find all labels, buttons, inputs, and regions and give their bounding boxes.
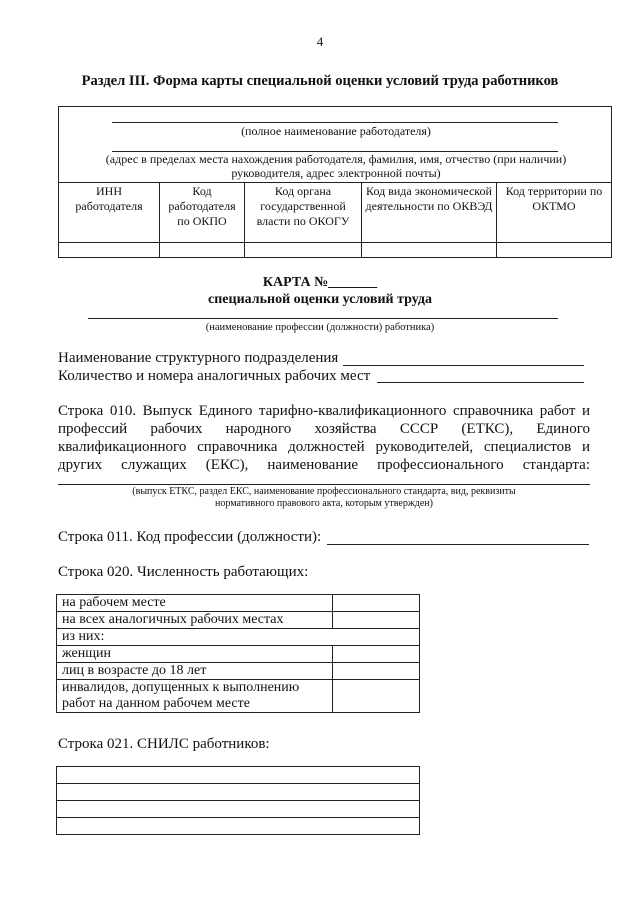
employer-address-caption-2: руководителя, адрес электронной почты)	[231, 166, 441, 180]
row020-label-workplace: на рабочем месте	[57, 595, 333, 612]
code-header-okogu: Код органа государственной власти по ОКОГУ	[245, 183, 362, 243]
row020-value-women[interactable]	[333, 646, 420, 663]
row010-line1: Строка 010. Выпуск Единого тарифно-квалификационного справочника работ и	[58, 403, 590, 419]
code-cell-okogu[interactable]	[245, 243, 362, 258]
page-number: 4	[316, 34, 324, 49]
row020-label-of-them: из них:	[57, 629, 420, 646]
snils-row[interactable]	[57, 801, 420, 818]
row020-value-under18[interactable]	[333, 663, 420, 680]
row021-title: Строка 021. СНИЛС работников:	[58, 736, 270, 752]
row020-value-all-analog[interactable]	[333, 612, 420, 629]
row020-value-workplace[interactable]	[333, 595, 420, 612]
section-title: Раздел III. Форма карты специальной оценки условий труда работников	[81, 73, 559, 89]
employer-name-caption: (полное наименование работодателя)	[241, 124, 431, 138]
code-header-okved: Код вида экономической деятельности по ОКВЭД	[362, 183, 497, 243]
row020-label-women: женщин	[57, 646, 333, 663]
row010-line4: других служащих (ЕКС), наименование профессионального стандарта:	[58, 457, 590, 473]
snils-row[interactable]	[57, 818, 420, 835]
row020-title: Строка 020. Численность работающих:	[58, 564, 309, 580]
code-header-okpo: Код работодателя по ОКПО	[160, 183, 245, 243]
row010-line2: профессий рабочих народного хозяйства СССР (ЕТКС), Единого	[58, 421, 590, 437]
code-cell-okved[interactable]	[362, 243, 497, 258]
code-header-oktmo: Код территории по ОКТМО	[497, 183, 612, 243]
employer-name-line[interactable]	[112, 122, 558, 123]
analog-places-label: Количество и номера аналогичных рабочих мест	[58, 368, 371, 384]
row020-label-all-analog: на всех аналогичных рабочих местах	[57, 612, 333, 629]
row010-caption-1: (выпуск ЕТКС, раздел ЕКС, наименование профессионального стандарта, вид, реквизиты	[132, 486, 516, 497]
row020-table	[56, 594, 420, 713]
code-cell-oktmo[interactable]	[497, 243, 612, 258]
row010-field[interactable]	[58, 484, 590, 485]
code-cell-okpo[interactable]	[160, 243, 245, 258]
row020-label-disabled-1: инвалидов, допущенных к выполнению	[62, 680, 300, 695]
row011-field[interactable]	[327, 544, 589, 545]
card-title: КАРТА №_______	[262, 275, 378, 290]
employer-address-caption-1: (адрес в пределах места нахождения работодателя, фамилия, имя, отчество (при наличии)	[105, 152, 567, 166]
row020-label-disabled-2: работ на данном рабочем месте	[62, 696, 250, 711]
snils-table	[56, 766, 420, 835]
employer-box	[58, 106, 612, 258]
row010-line3: квалификационного справочника должностей руководителей, специалистов и	[58, 439, 590, 455]
snils-row[interactable]	[57, 767, 420, 784]
row011-label: Строка 011. Код профессии (должности):	[58, 529, 322, 545]
row020-label-disabled	[57, 680, 333, 713]
row010-caption-2: нормативного правового акта, которым утвержден)	[215, 498, 433, 509]
analog-places-field[interactable]	[377, 382, 584, 383]
code-header-inn: ИНН работодателя	[59, 183, 160, 243]
row020-label-under18: лиц в возрасте до 18 лет	[57, 663, 333, 680]
profession-caption: (наименование профессии (должности) работника)	[205, 322, 435, 333]
employer-codes-table	[58, 182, 612, 258]
card-subtitle: специальной оценки условий труда	[208, 292, 432, 307]
snils-row[interactable]	[57, 784, 420, 801]
code-cell-inn[interactable]	[59, 243, 160, 258]
structural-unit-label: Наименование структурного подразделения	[58, 350, 339, 366]
profession-line[interactable]	[88, 318, 558, 319]
structural-unit-field[interactable]	[343, 365, 584, 366]
row020-value-disabled[interactable]	[333, 680, 420, 713]
